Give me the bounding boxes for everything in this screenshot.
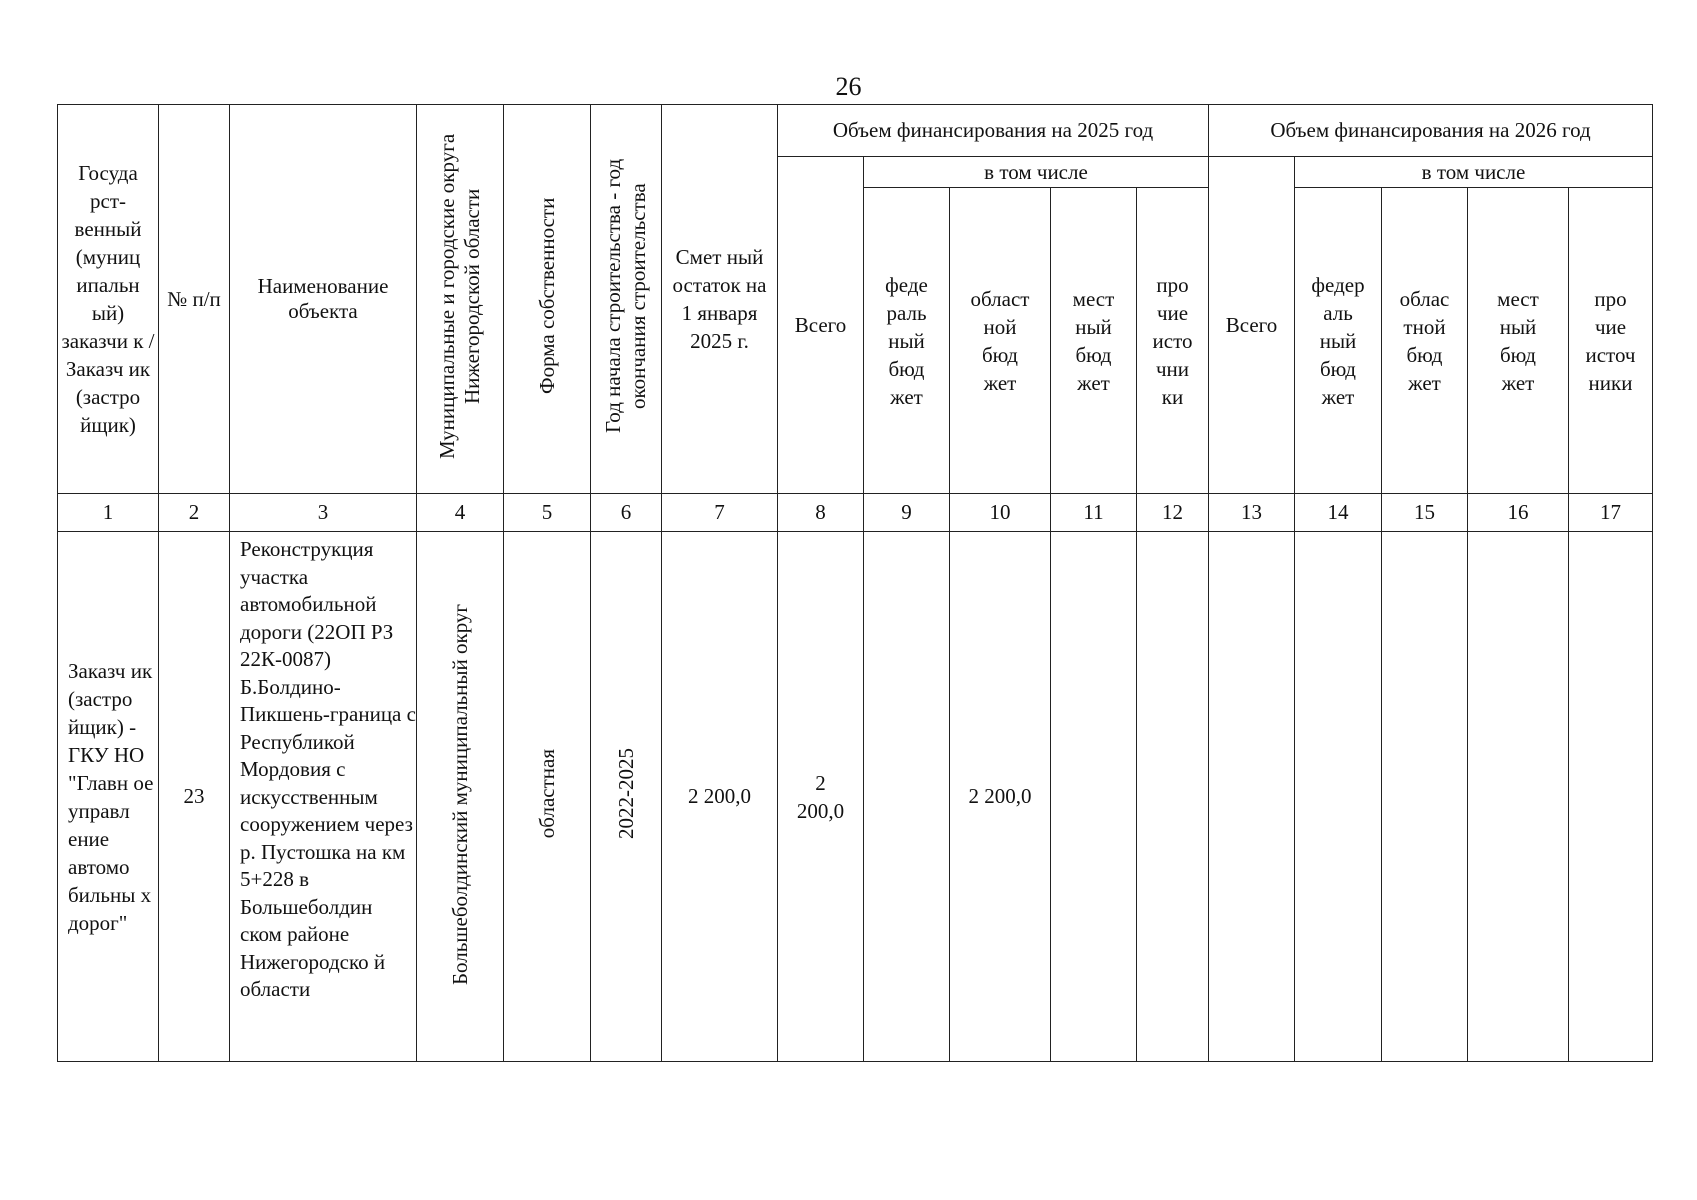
cell-years-wrap (591, 532, 662, 1062)
cell-number: 23 (159, 532, 230, 1062)
header-federal-2026: федер аль ный бюд жет (1295, 188, 1382, 494)
column-number: 16 (1468, 494, 1569, 532)
page-number: 26 (835, 72, 862, 101)
header-regional-2026: облас тной бюд жет (1382, 188, 1468, 494)
column-number: 17 (1569, 494, 1653, 532)
header-years-cell (591, 105, 662, 494)
header-funding-2026: Объем финансирования на 2026 год (1209, 105, 1653, 157)
header-regional-2025: област ной бюд жет (950, 188, 1051, 494)
cell-balance: 2 200,0 (662, 532, 778, 1062)
header-districts: Муниципальные и городские округа Нижегородской области (435, 133, 484, 459)
cell-federal-2025 (864, 532, 950, 1062)
column-number: 4 (417, 494, 504, 532)
header-ownership: Форма собственности (534, 197, 559, 395)
header-including-2025: в том числе (864, 157, 1209, 188)
column-number: 1 (58, 494, 159, 532)
column-number: 3 (230, 494, 417, 532)
column-number-row (58, 494, 1653, 532)
column-number: 12 (1137, 494, 1209, 532)
cell-regional-2026 (1382, 532, 1468, 1062)
column-number: 7 (662, 494, 778, 532)
header-customer: Госуда рст-венный (муниц ипальн ый) заказчи к / Заказч ик (застро йщик) (58, 105, 159, 494)
cell-regional-2025: 2 200,0 (950, 532, 1051, 1062)
header-row-1 (58, 105, 1653, 157)
cell-other-2026 (1569, 532, 1653, 1062)
column-number: 6 (591, 494, 662, 532)
cell-local-2026 (1468, 532, 1569, 1062)
header-districts-cell (417, 105, 504, 494)
column-number: 2 (159, 494, 230, 532)
cell-local-2025 (1051, 532, 1137, 1062)
cell-district: Большеболдинский муниципальный округ (447, 602, 472, 985)
header-ownership-cell (504, 105, 591, 494)
column-number: 9 (864, 494, 950, 532)
cell-other-2025 (1137, 532, 1209, 1062)
header-number: № п/п (159, 105, 230, 494)
header-local-2026: мест ный бюд жет (1468, 188, 1569, 494)
cell-total-2025: 2 200,0 (778, 532, 864, 1062)
column-number: 11 (1051, 494, 1137, 532)
column-number: 5 (504, 494, 591, 532)
cell-years: 2022-2025 (613, 748, 638, 839)
header-other-2025: про чие исто чни ки (1137, 188, 1209, 494)
header-balance: Смет ный остаток на 1 января 2025 г. (662, 105, 778, 494)
cell-district-wrap (417, 532, 504, 1062)
header-federal-2025: феде раль ный бюд жет (864, 188, 950, 494)
column-number: 15 (1382, 494, 1468, 532)
cell-object-name: Реконструкция участка автомобильной дороги (22ОП РЗ 22К-0087) Б.Болдино-Пикшень-граница с Республикой Мордовия с искусственным сооружением через р. Пустошка на км 5+228 в Большеболдин ском районе Нижегородско й области (230, 532, 417, 1062)
header-total-2026: Всего (1209, 157, 1295, 494)
cell-ownership-wrap (504, 532, 591, 1062)
column-number: 8 (778, 494, 864, 532)
funding-table (57, 104, 1653, 1062)
table-row (58, 532, 1653, 1062)
cell-customer: Заказч ик (застро йщик) - ГКУ НО "Главн ое управл ение автомо бильны х дорог" (58, 532, 159, 1062)
column-number: 14 (1295, 494, 1382, 532)
column-number: 13 (1209, 494, 1295, 532)
header-object-name: Наименование объекта (230, 105, 417, 494)
header-funding-2025: Объем финансирования на 2025 год (778, 105, 1209, 157)
header-local-2025: мест ный бюд жет (1051, 188, 1137, 494)
column-number: 10 (950, 494, 1051, 532)
header-other-2026: про чие источ ники (1569, 188, 1653, 494)
header-total-2025: Всего (778, 157, 864, 494)
cell-ownership: областная (534, 748, 559, 839)
header-years: Год начала строительства - год окончания строительства (601, 158, 650, 434)
cell-total-2026 (1209, 532, 1295, 1062)
header-including-2026: в том числе (1295, 157, 1653, 188)
cell-federal-2026 (1295, 532, 1382, 1062)
